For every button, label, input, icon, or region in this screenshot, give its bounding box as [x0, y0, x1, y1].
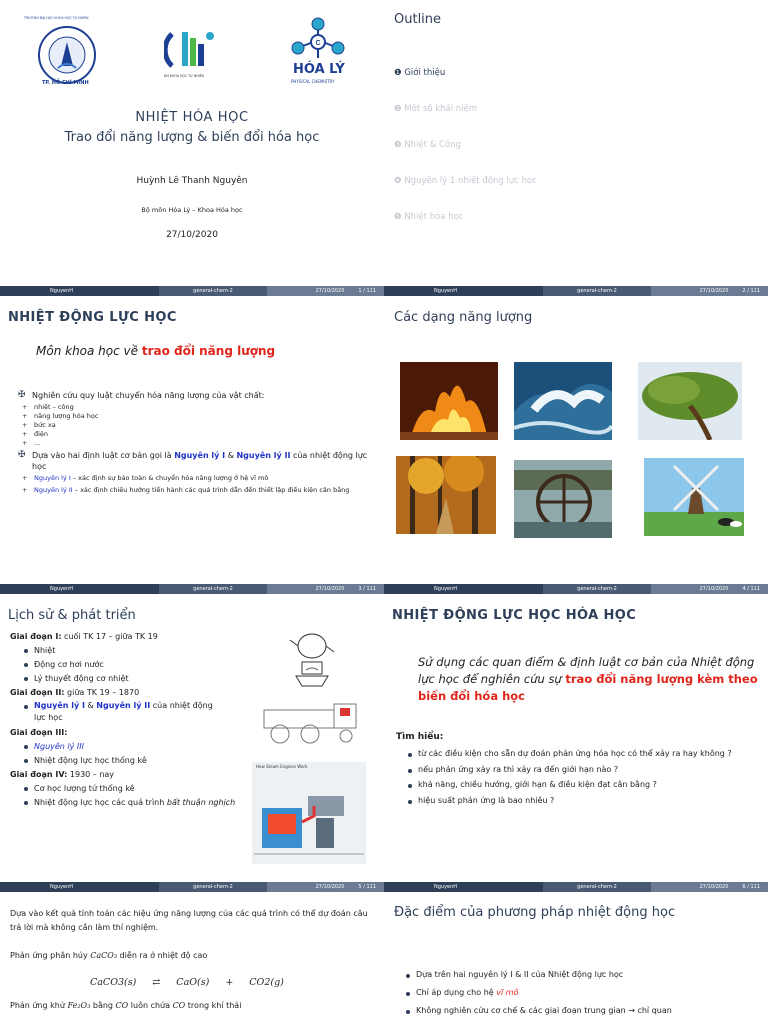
- footer-meta: [267, 882, 384, 892]
- footer-date: 27/10/2020: [315, 884, 345, 890]
- autumn-forest-photo: [396, 456, 496, 534]
- sub-item: + điện: [18, 430, 370, 439]
- list-item: Nhiệt động lực học các quá trình bất thuận nghịch: [22, 796, 254, 810]
- fire-photo: [400, 362, 498, 440]
- sub-item: + ...: [18, 439, 370, 448]
- slide-heading: Lịch sử & phát triển: [8, 608, 136, 623]
- slide-footer: [384, 882, 768, 892]
- physical-chemistry-logo: [286, 16, 350, 88]
- footer-meta: [267, 584, 384, 594]
- footer-author: NguyenH: [384, 882, 543, 892]
- list-item: nếu phản ứng xảy ra thì xảy ra đến giới hạn nào ?: [406, 764, 756, 776]
- bullet-list: [18, 390, 370, 495]
- steam-engine-diagram: [252, 762, 366, 864]
- slide-thermodynamics: [0, 298, 384, 594]
- footer-course: general-chem-2: [543, 882, 652, 892]
- university-logo-name: TRƯỜNG ĐẠI HỌC KHOA HỌC TỰ NHIÊN: [24, 16, 89, 20]
- steam-engine-caption: How Steam Engines Work: [256, 764, 308, 769]
- number-1-icon: ❶: [394, 68, 405, 78]
- list-item: Nhiệt: [22, 644, 260, 658]
- slide-subtitle: Trao đổi năng lượng & biến đổi hóa học: [64, 130, 320, 145]
- period-heading: Giai đoạn II: giữa TK 19 – 1870: [10, 688, 140, 697]
- footer-page: 3 / 111: [358, 586, 377, 592]
- footer-date: 27/10/2020: [699, 884, 729, 890]
- author-name: Huỳnh Lê Thanh Nguyên: [136, 176, 248, 186]
- physical-chemistry-logo-text: HÓA LÝ: [293, 62, 345, 77]
- footer-date: 27/10/2020: [699, 586, 729, 592]
- period-heading: Giai đoạn IV: 1930 – nay: [10, 770, 115, 779]
- footer-course: general-chem-2: [543, 584, 652, 594]
- footer-author: NguyenH: [0, 584, 159, 594]
- bullet-item: ✠ Nghiên cứu quy luật chuyển hóa năng lượng của vật chất:: [18, 390, 370, 401]
- outline-list: [394, 68, 537, 248]
- sub-item: + nhiệt – công: [18, 403, 370, 412]
- footer-meta: [651, 286, 768, 296]
- footer-meta: [267, 286, 384, 296]
- waterwheel-photo: [514, 460, 612, 538]
- slide-heading: NHIỆT ĐỘNG LỰC HỌC HÓA HỌC: [392, 608, 637, 623]
- windy-tree-photo: [638, 362, 742, 440]
- slide-history: [0, 596, 384, 892]
- sub-item: + Nguyên lý I – xác định sự bảo toàn & chuyển hóa năng lượng ở hệ vĩ mô: [18, 474, 370, 483]
- slide-chemical-thermodynamics: [384, 596, 768, 892]
- faculty-logo: [164, 24, 220, 82]
- slide-main-title: NHIỆT HÓA HỌC: [135, 110, 249, 125]
- period-heading: Giai đoạn I: cuối TK 17 – giữa TK 19: [10, 632, 158, 641]
- outline-item[interactable]: ❶ Giới thiệu: [394, 68, 446, 78]
- svg-text:C: C: [315, 40, 321, 47]
- lead-text: Sử dụng các quan điểm & định luật cơ bản của Nhiệt động lực học để nghiên cứu sự trao đổi năng lượng kèm theo biến đổi hóa học: [418, 655, 758, 703]
- bullet-item: ✠ Dựa vào hai định luật cơ bản gọi là Nguyên lý I & Nguyên lý II của nhiệt động lực học: [18, 450, 370, 472]
- equilibrium-arrow-icon: ⇄: [152, 977, 161, 988]
- reaction-equation: CaCO3(s) ⇄ CaO(s) + CO2(g): [90, 977, 284, 988]
- footer-page: 1 / 111: [358, 288, 377, 294]
- outline-item[interactable]: ❺ Nhiệt hóa học: [394, 212, 464, 222]
- university-logo: [24, 16, 106, 86]
- history-list: [10, 630, 260, 810]
- decomposition-line: Phản ứng phân hủy CaCO₃ diễn ra ở nhiệt độ cao: [10, 951, 208, 960]
- slide-heading: NHIỆT ĐỘNG LỰC HỌC: [8, 310, 177, 325]
- sub-item: + năng lượng hóa học: [18, 412, 370, 421]
- list-item: hiệu suất phản ứng là bao nhiêu ?: [406, 795, 756, 807]
- outline-item[interactable]: ❸ Nhiệt & Công: [394, 140, 461, 150]
- university-logo-city: TP. HỒ CHÍ MINH: [42, 80, 89, 86]
- slide-heading: Đặc điểm của phương pháp nhiệt động học: [394, 905, 676, 920]
- footer-page: 2 / 111: [742, 288, 761, 294]
- footer-page: 4 / 111: [742, 586, 761, 592]
- sub-item: + Nguyên lý II – xác định chiều hướng tiến hành các quá trình dẫn đến thiết lập điều kiện cân bằng: [18, 486, 370, 495]
- list-item: Chỉ áp dụng cho hệ vĩ mô: [404, 987, 760, 999]
- slide-footer: [0, 882, 384, 892]
- outline-item[interactable]: ❷ Một số khái niệm: [394, 104, 478, 114]
- slide-heading: Outline: [394, 12, 442, 27]
- intro-paragraph: Dựa vào kết quả tính toán các hiệu ứng năng lượng của các quá trình có thể dự đoán câu trả lời mà không cần làm thí nghiệm.: [10, 909, 368, 932]
- features-list: [404, 969, 760, 1017]
- slide-footer: [384, 286, 768, 296]
- footer-meta: [651, 882, 768, 892]
- list-item: Nguyên lý I & Nguyên lý II của nhiệt động lực học: [22, 700, 224, 724]
- slide-energy-forms: [384, 298, 768, 594]
- aeolipile-illustration: [282, 626, 342, 688]
- footer-author: NguyenH: [384, 584, 543, 594]
- footer-date: 27/10/2020: [315, 586, 345, 592]
- slide-prediction: [0, 893, 384, 1024]
- list-item: Không nghiên cứu cơ chế & các giai đoạn trung gian → chỉ quan: [404, 1005, 760, 1017]
- slide-title: [0, 0, 384, 296]
- reduction-line: Phản ứng khử Fe₂O₃ bằng CO luôn chứa CO trong khí thải: [10, 1001, 242, 1010]
- find-out-list: [406, 748, 756, 806]
- slide-heading: Các dạng năng lượng: [394, 310, 533, 325]
- list-item: Nhiệt động lực học thống kê: [22, 754, 260, 768]
- find-out-label: Tìm hiểu:: [396, 732, 444, 742]
- footer-course: general-chem-2: [159, 286, 268, 296]
- presentation-date: 27/10/2020: [166, 230, 218, 240]
- footer-page: 5 / 111: [358, 884, 377, 890]
- list-item: Nguyên lý III: [22, 740, 260, 754]
- ocean-wave-photo: [514, 362, 612, 440]
- footer-date: 27/10/2020: [315, 288, 345, 294]
- number-2-icon: ❷: [394, 104, 405, 114]
- footer-author: NguyenH: [0, 286, 159, 296]
- list-item: khả năng, chiều hướng, giới hạn & điều kiện đạt cân bằng ?: [406, 779, 756, 791]
- windmill-photo: [644, 458, 744, 536]
- locomotive-illustration: [254, 696, 374, 746]
- department: Bộ môn Hóa Lý – Khoa Hóa học: [141, 206, 243, 214]
- period-heading: Giai đoạn III:: [10, 728, 68, 737]
- list-item: từ các điều kiện cho sẵn dự đoán phản ứng hóa học có thể xảy ra hay không ?: [406, 748, 756, 760]
- footer-course: general-chem-2: [159, 584, 268, 594]
- footer-date: 27/10/2020: [699, 288, 729, 294]
- footer-meta: [651, 584, 768, 594]
- faculty-logo-label: ĐH KHOA HỌC TỰ NHIÊN: [164, 74, 204, 78]
- list-item: Lý thuyết động cơ nhiệt: [22, 672, 260, 686]
- footer-author: NguyenH: [384, 286, 543, 296]
- slide-outline: [384, 0, 768, 296]
- number-5-icon: ❺: [394, 212, 405, 222]
- slide-footer: [384, 584, 768, 594]
- footer-course: general-chem-2: [543, 286, 652, 296]
- footer-author: NguyenH: [0, 882, 159, 892]
- footer-course: general-chem-2: [159, 882, 268, 892]
- slide-footer: [0, 584, 384, 594]
- footer-page: 6 / 111: [742, 884, 761, 890]
- number-3-icon: ❸: [394, 140, 405, 150]
- list-item: Cơ học lượng tử thống kê: [22, 782, 260, 796]
- lead-text: Môn khoa học về trao đổi năng lượng: [36, 344, 276, 358]
- list-item: Động cơ hơi nước: [22, 658, 260, 672]
- sub-item: + bức xạ: [18, 421, 370, 430]
- slide-method-features: [384, 893, 768, 1024]
- outline-item[interactable]: ❹ Nguyên lý 1 nhiệt động lực học: [394, 176, 537, 186]
- number-4-icon: ❹: [394, 176, 405, 186]
- list-item: Dựa trên hai nguyên lý I & II của Nhiệt động lực học: [404, 969, 760, 981]
- physical-chemistry-logo-sub: PHYSICAL CHEMISTRY: [291, 79, 335, 84]
- slide-footer: [0, 286, 384, 296]
